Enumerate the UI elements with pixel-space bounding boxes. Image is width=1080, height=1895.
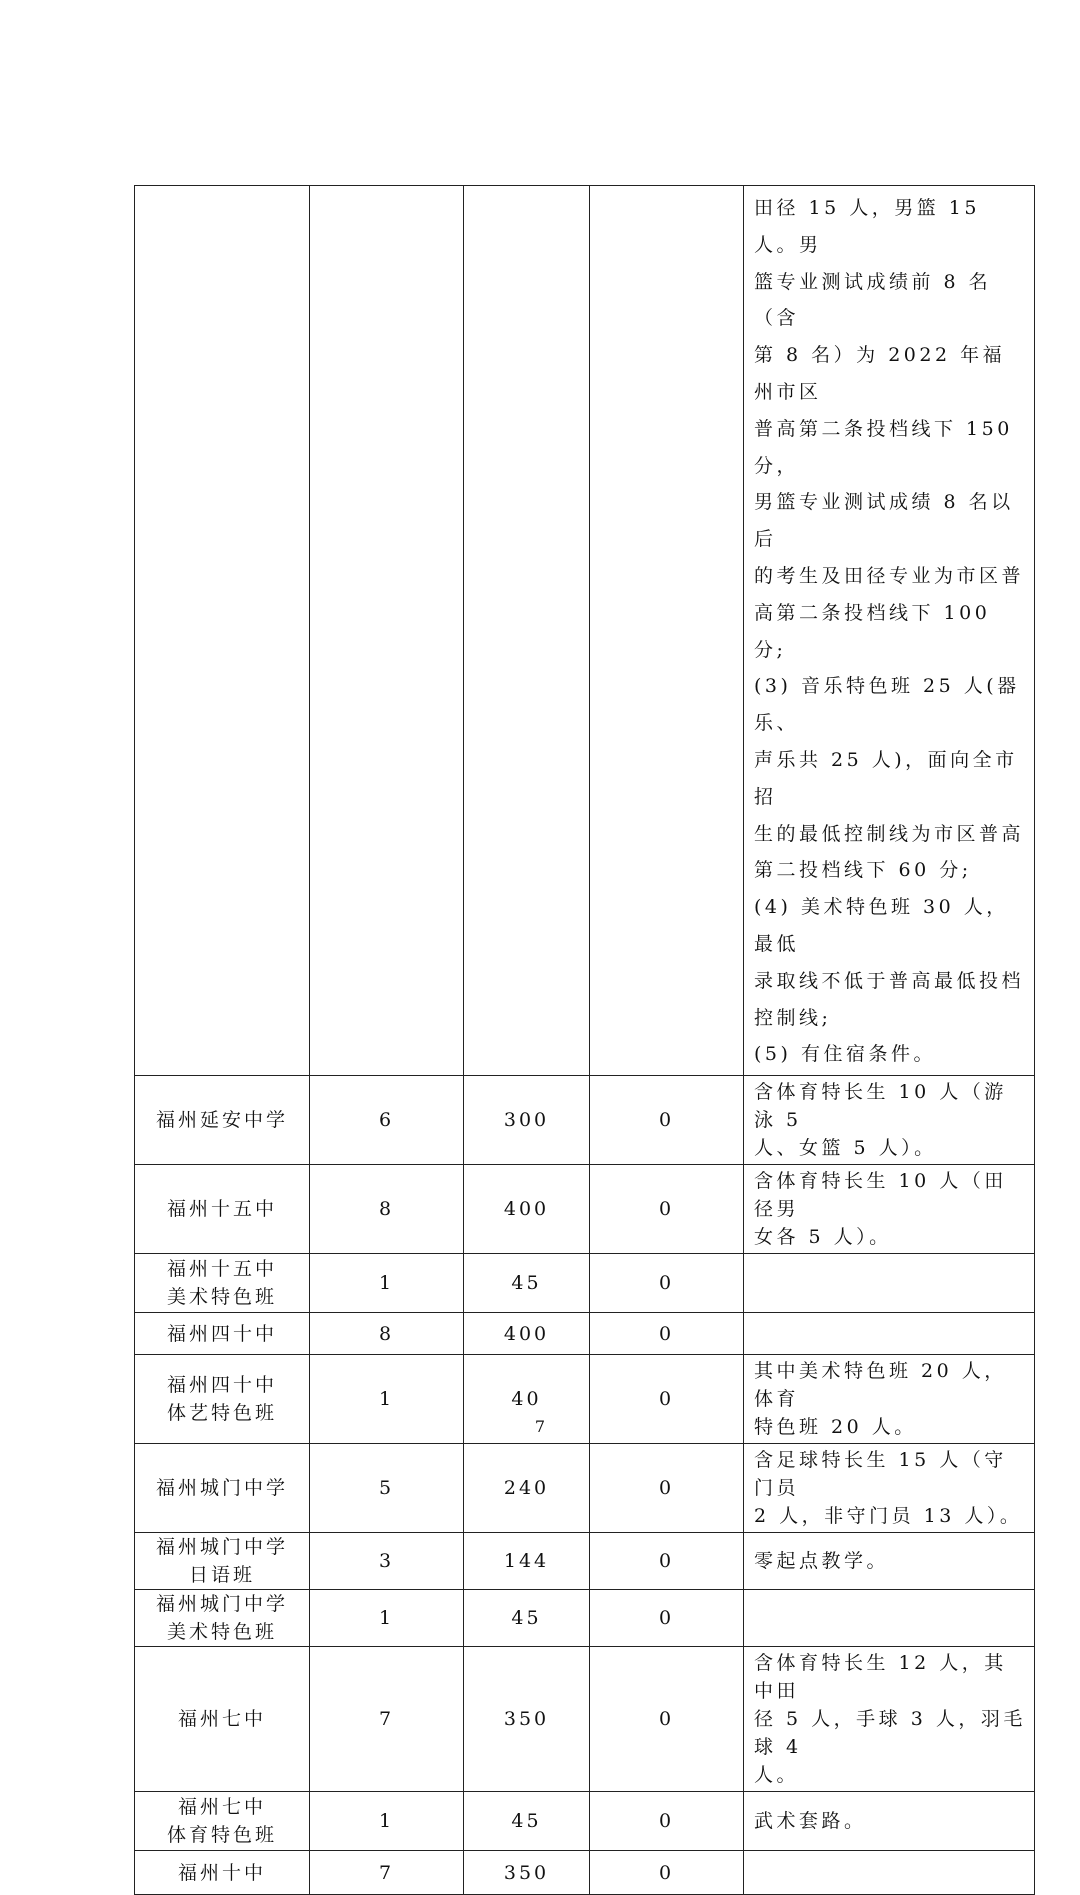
school-name: 福州城门中学 [155, 1593, 288, 1616]
note-line: 录取线不低于普高最低投档 [754, 969, 1025, 992]
zero-cell: 0 [590, 1254, 744, 1313]
class-count-cell: 1 [310, 1792, 464, 1851]
notes-cell [744, 1444, 1035, 1533]
notes-cell [744, 1254, 1035, 1313]
note-line: 男篮专业测试成绩 8 名以后 [754, 491, 1014, 551]
class-count-cell: 8 [310, 1165, 464, 1254]
school-name: 福州城门中学 [155, 1477, 288, 1500]
note-line: 篮专业测试成绩前 8 名（含 [754, 270, 992, 330]
note-line: 武术套路。 [754, 1810, 867, 1833]
table-row [135, 1076, 1035, 1165]
notes-cell [744, 1165, 1035, 1254]
note-line: 生的最低控制线为市区普高 [754, 822, 1025, 845]
enrollment-cell: 45 [464, 1792, 590, 1851]
note-line: 高第二条投档线下 100 分; [754, 601, 991, 661]
zero-cell: 0 [590, 1647, 744, 1792]
table-row-continuation [135, 186, 1035, 1076]
notes-cell [744, 1647, 1035, 1792]
enrollment-table [134, 185, 1035, 1895]
class-count-cell: 8 [310, 1313, 464, 1355]
school-name-cell [135, 1792, 310, 1851]
class-count-cell: 7 [310, 1647, 464, 1792]
school-name: 福州七中 [177, 1708, 266, 1731]
zero-cell: 0 [590, 1165, 744, 1254]
enrollment-cell: 45 [464, 1254, 590, 1313]
school-name: 福州延安中学 [155, 1109, 288, 1132]
zero-cell: 0 [590, 1355, 744, 1444]
note-line: 2 人，非守门员 13 人）。 [754, 1505, 1023, 1528]
note-line: 人。 [754, 1764, 800, 1787]
note-line: (3) 音乐特色班 25 人(器乐、 [754, 675, 1020, 735]
enrollment-cell [464, 186, 590, 1076]
enrollment-cell: 400 [464, 1165, 590, 1254]
note-line: 零起点教学。 [754, 1550, 890, 1573]
note-line: 其中美术特色班 20 人，体育 [754, 1360, 1007, 1411]
table-row [135, 1533, 1035, 1590]
note-line: (5) 有住宿条件。 [754, 1043, 936, 1066]
note-line: 含足球特长生 15 人（守门员 [754, 1449, 1007, 1500]
note-line: 含体育特长生 12 人，其中田 [754, 1652, 1007, 1703]
enrollment-cell: 400 [464, 1313, 590, 1355]
table-row [135, 1313, 1035, 1355]
class-count-cell: 7 [310, 1851, 464, 1895]
enrollment-cell: 40 [464, 1355, 590, 1444]
class-count-cell: 6 [310, 1076, 464, 1165]
enrollment-cell: 45 [464, 1590, 590, 1647]
school-name-cell [135, 1165, 310, 1254]
class-count-cell [310, 186, 464, 1076]
school-name: 福州十中 [177, 1861, 266, 1884]
table-row [135, 1254, 1035, 1313]
class-count-cell: 1 [310, 1254, 464, 1313]
class-count-cell: 1 [310, 1355, 464, 1444]
note-line: 田径 15 人，男篮 15 人。男 [754, 197, 980, 256]
school-name: 福州四十中 [166, 1374, 277, 1397]
table-row [135, 1792, 1035, 1851]
enrollment-cell: 300 [464, 1076, 590, 1165]
zero-cell: 0 [590, 1851, 744, 1895]
zero-cell: 0 [590, 1444, 744, 1533]
zero-cell: 0 [590, 1590, 744, 1647]
note-line: (4) 美术特色班 30 人，最低 [754, 896, 1009, 955]
note-line: 径 5 人，手球 3 人，羽毛球 4 [754, 1708, 1026, 1759]
school-name-cell [135, 1313, 310, 1355]
zero-cell: 0 [590, 1533, 744, 1590]
note-line: 的考生及田径专业为市区普 [754, 564, 1025, 587]
notes-cell [744, 1590, 1035, 1647]
zero-cell: 0 [590, 1792, 744, 1851]
enrollment-cell: 144 [464, 1533, 590, 1590]
enrollment-cell: 350 [464, 1647, 590, 1792]
table-row [135, 1851, 1035, 1895]
zero-cell: 0 [590, 1313, 744, 1355]
note-line: 声乐共 25 人)，面向全市招 [754, 748, 1018, 808]
notes-cell [744, 1076, 1035, 1165]
note-line: 控制线; [754, 1006, 832, 1029]
table-row [135, 1590, 1035, 1647]
note-line: 女各 5 人）。 [754, 1226, 892, 1249]
note-line: 含体育特长生 10 人（田径男 [754, 1170, 1007, 1221]
school-name-cell [135, 1076, 310, 1165]
note-line: 含体育特长生 10 人（游泳 5 [754, 1081, 1007, 1132]
enrollment-cell: 350 [464, 1851, 590, 1895]
note-line: 普高第二条投档线下 150 分， [754, 417, 1013, 477]
school-name-cell [135, 1254, 310, 1313]
notes-cell [744, 1533, 1035, 1590]
note-line: 人、女篮 5 人）。 [754, 1137, 937, 1160]
class-count-cell: 3 [310, 1533, 464, 1590]
school-name: 福州七中 [177, 1796, 266, 1819]
table-row [135, 1647, 1035, 1792]
notes-cell [744, 1313, 1035, 1355]
page-number: 7 [534, 1417, 546, 1436]
note-line: 第二投档线下 60 分; [754, 859, 972, 882]
table-row [135, 1165, 1035, 1254]
school-name-cell [135, 1533, 310, 1590]
notes-cell [744, 1792, 1035, 1851]
school-name-cell [135, 1647, 310, 1792]
note-line: 第 8 名）为 2022 年福州市区 [754, 344, 1006, 403]
zero-cell: 0 [590, 1076, 744, 1165]
school-name: 福州十五中 [166, 1258, 277, 1281]
school-subname: 体艺特色班 [166, 1402, 277, 1425]
school-subname: 美术特色班 [166, 1621, 277, 1644]
school-subname: 体育特色班 [166, 1824, 277, 1847]
school-name: 福州城门中学 [155, 1536, 288, 1559]
class-count-cell: 1 [310, 1590, 464, 1647]
school-name-cell [135, 186, 310, 1076]
school-name-cell [135, 1444, 310, 1533]
school-name-cell [135, 1590, 310, 1647]
school-name-cell [135, 1851, 310, 1895]
enrollment-cell: 240 [464, 1444, 590, 1533]
notes-cell [744, 1851, 1035, 1895]
note-line: 特色班 20 人。 [754, 1416, 917, 1439]
table-row [135, 1444, 1035, 1533]
school-subname: 日语班 [188, 1564, 255, 1587]
notes-cell [744, 186, 1035, 1076]
school-name: 福州四十中 [166, 1322, 277, 1345]
school-subname: 美术特色班 [166, 1286, 277, 1309]
zero-cell [590, 186, 744, 1076]
class-count-cell: 5 [310, 1444, 464, 1533]
school-name: 福州十五中 [166, 1198, 277, 1221]
